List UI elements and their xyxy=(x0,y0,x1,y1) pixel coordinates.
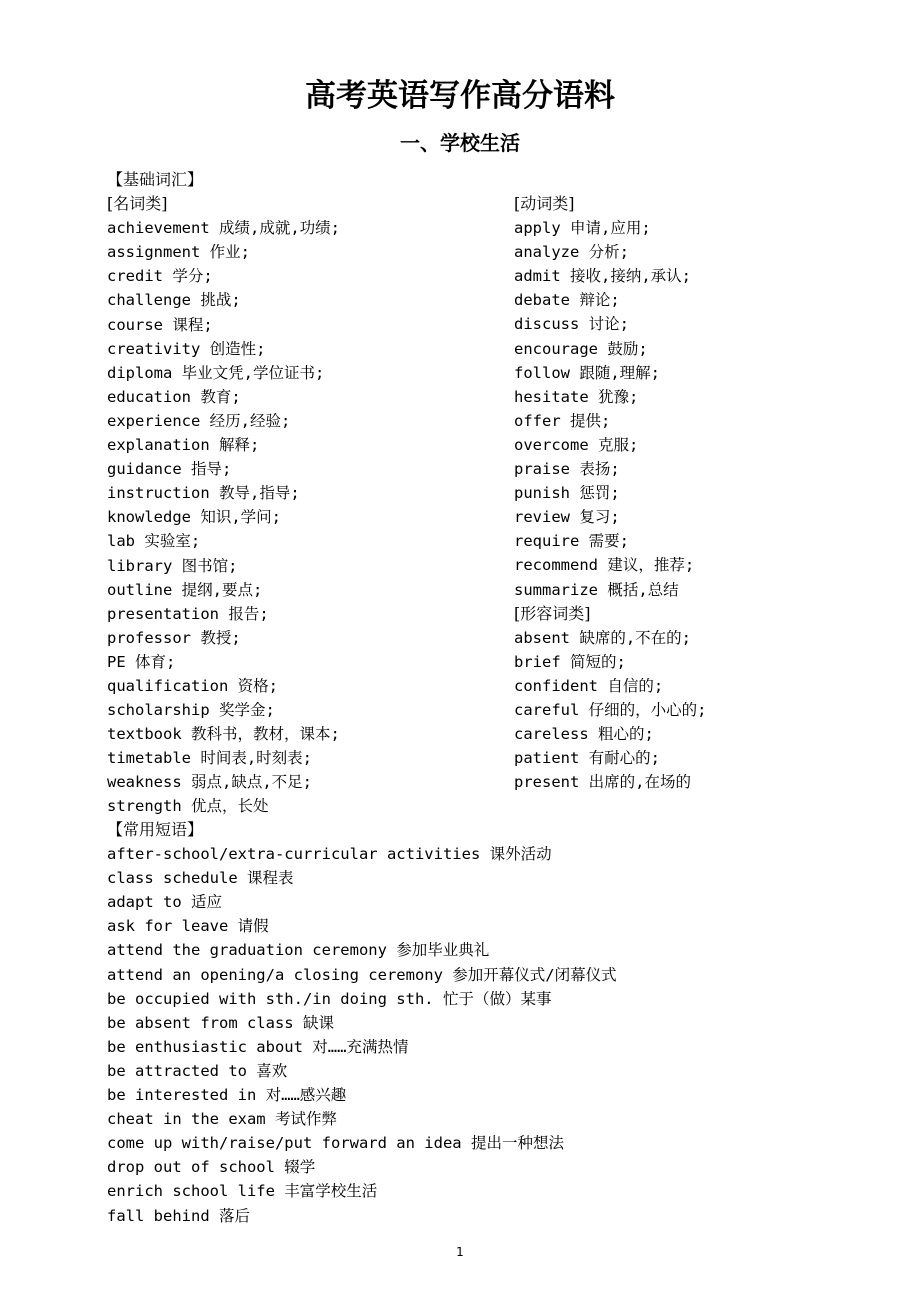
vocab-right-column xyxy=(514,192,914,794)
vocab-entry: guidance 指导; xyxy=(107,460,232,479)
vocab-entry: summarize 概括,总结 xyxy=(514,580,679,599)
vocab-entry: review 复习; xyxy=(514,508,620,527)
phrase-entry: be interested in 对……感兴趣 xyxy=(107,1086,347,1105)
vocab-entry: brief 简短的; xyxy=(514,652,626,671)
document-title: 高考英语写作高分语料 xyxy=(305,78,615,114)
vocab-entry: diploma 毕业文凭,学位证书; xyxy=(107,363,325,382)
vocab-entry: apply 申请,应用; xyxy=(514,219,651,238)
vocab-entry: recommend 建议，推荐; xyxy=(514,556,695,575)
vocab-entry: scholarship 奖学金; xyxy=(107,701,275,720)
phrase-entry: cheat in the exam 考试作弊 xyxy=(107,1110,337,1129)
phrases-list xyxy=(107,818,867,1228)
vocab-entry: textbook 教科书，教材，课本; xyxy=(107,725,340,744)
vocab-entry: offer 提供; xyxy=(514,411,611,430)
phrase-entry: be attracted to 喜欢 xyxy=(107,1061,288,1080)
vocab-entry: discuss 讨论; xyxy=(514,315,629,334)
vocab-entry: creativity 创造性; xyxy=(107,339,266,358)
vocab-entry: admit 接收,接纳,承认; xyxy=(514,267,691,286)
vocab-entry: strength 优点，长处 xyxy=(107,797,269,816)
phrase-entry: adapt to 适应 xyxy=(107,893,222,912)
phrase-entry: drop out of school 辍学 xyxy=(107,1158,316,1177)
vocab-entry: weakness 弱点,缺点,不足; xyxy=(107,773,312,792)
phrase-entry: ask for leave 请假 xyxy=(107,917,269,936)
phrase-entry: fall behind 落后 xyxy=(107,1206,250,1225)
vocab-entry: follow 跟随,理解; xyxy=(514,363,660,382)
phrase-entry: be occupied with sth./in doing sth. 忙于（做）某事 xyxy=(107,989,552,1008)
phrase-entry: be enthusiastic about 对……充满热情 xyxy=(107,1037,409,1056)
vocab-entry: education 教育; xyxy=(107,387,241,406)
vocab-entry: challenge 挑战; xyxy=(107,291,241,310)
vocab-entry: overcome 克服; xyxy=(514,435,639,454)
phrase-entry: be absent from class 缺课 xyxy=(107,1013,334,1032)
vocab-entry: careful 仔细的，小心的; xyxy=(514,700,707,719)
vocab-entry: lab 实验室; xyxy=(107,532,201,551)
vocab-entry: timetable 时间表,时刻表; xyxy=(107,749,312,768)
vocab-entry: explanation 解释; xyxy=(107,436,260,455)
vocab-entry: encourage 鼓励; xyxy=(514,339,648,358)
page-number: 1 xyxy=(456,1245,464,1259)
vocab-entry: careless 粗心的; xyxy=(514,725,654,744)
phrase-entry: come up with/raise/put forward an idea 提出一种想法 xyxy=(107,1134,564,1153)
vocab-entry: require 需要; xyxy=(514,532,629,551)
vocab-entry: experience 经历,经验; xyxy=(107,411,291,430)
category-heading: [名词类] xyxy=(107,194,168,214)
vocab-left-column xyxy=(107,168,507,819)
vocab-entry: punish 惩罚; xyxy=(514,484,620,503)
category-heading: 【基础词汇】 xyxy=(107,170,204,189)
vocab-entry: knowledge 知识,学问; xyxy=(107,508,281,527)
vocab-entry: course 课程; xyxy=(107,315,213,334)
phrase-entry: enrich school life 丰富学校生活 xyxy=(107,1182,378,1201)
vocab-entry: achievement 成绩,成就,功绩; xyxy=(107,219,340,238)
phrase-entry: after-school/extra-curricular activities 课外活动 xyxy=(107,845,552,864)
vocab-entry: absent 缺席的,不在的; xyxy=(514,628,691,647)
category-heading: [动词类] xyxy=(514,194,575,213)
vocab-entry: professor 教授; xyxy=(107,628,241,647)
section-heading: 一、学校生活 xyxy=(400,131,520,155)
vocab-entry: assignment 作业; xyxy=(107,243,250,262)
phrase-entry: attend the graduation ceremony 参加毕业典礼 xyxy=(107,941,490,960)
vocab-entry: outline 提纲,要点; xyxy=(107,580,263,599)
vocab-entry: debate 辩论; xyxy=(514,291,620,310)
vocab-entry: instruction 教导,指导; xyxy=(107,484,300,503)
vocab-entry: analyze 分析; xyxy=(514,243,629,262)
phrase-entry: attend an opening/a closing ceremony 参加开幕仪式/闭幕仪式 xyxy=(107,965,617,984)
vocab-entry: qualification 资格; xyxy=(107,676,278,695)
category-heading: [形容词类] xyxy=(514,603,591,623)
vocab-entry: patient 有耐心的; xyxy=(514,749,660,768)
category-heading: 【常用短语】 xyxy=(107,820,204,839)
vocab-entry: confident 自信的; xyxy=(514,676,664,695)
phrase-entry: class schedule 课程表 xyxy=(107,869,294,888)
vocab-entry: credit 学分; xyxy=(107,267,213,286)
vocab-entry: present 出席的,在场的 xyxy=(514,773,691,792)
vocab-entry: library 图书馆; xyxy=(107,556,238,575)
vocab-entry: presentation 报告; xyxy=(107,604,269,623)
vocab-entry: praise 表扬; xyxy=(514,460,620,479)
vocab-entry: PE 体育; xyxy=(107,652,176,671)
vocab-entry: hesitate 犹豫; xyxy=(514,387,639,406)
